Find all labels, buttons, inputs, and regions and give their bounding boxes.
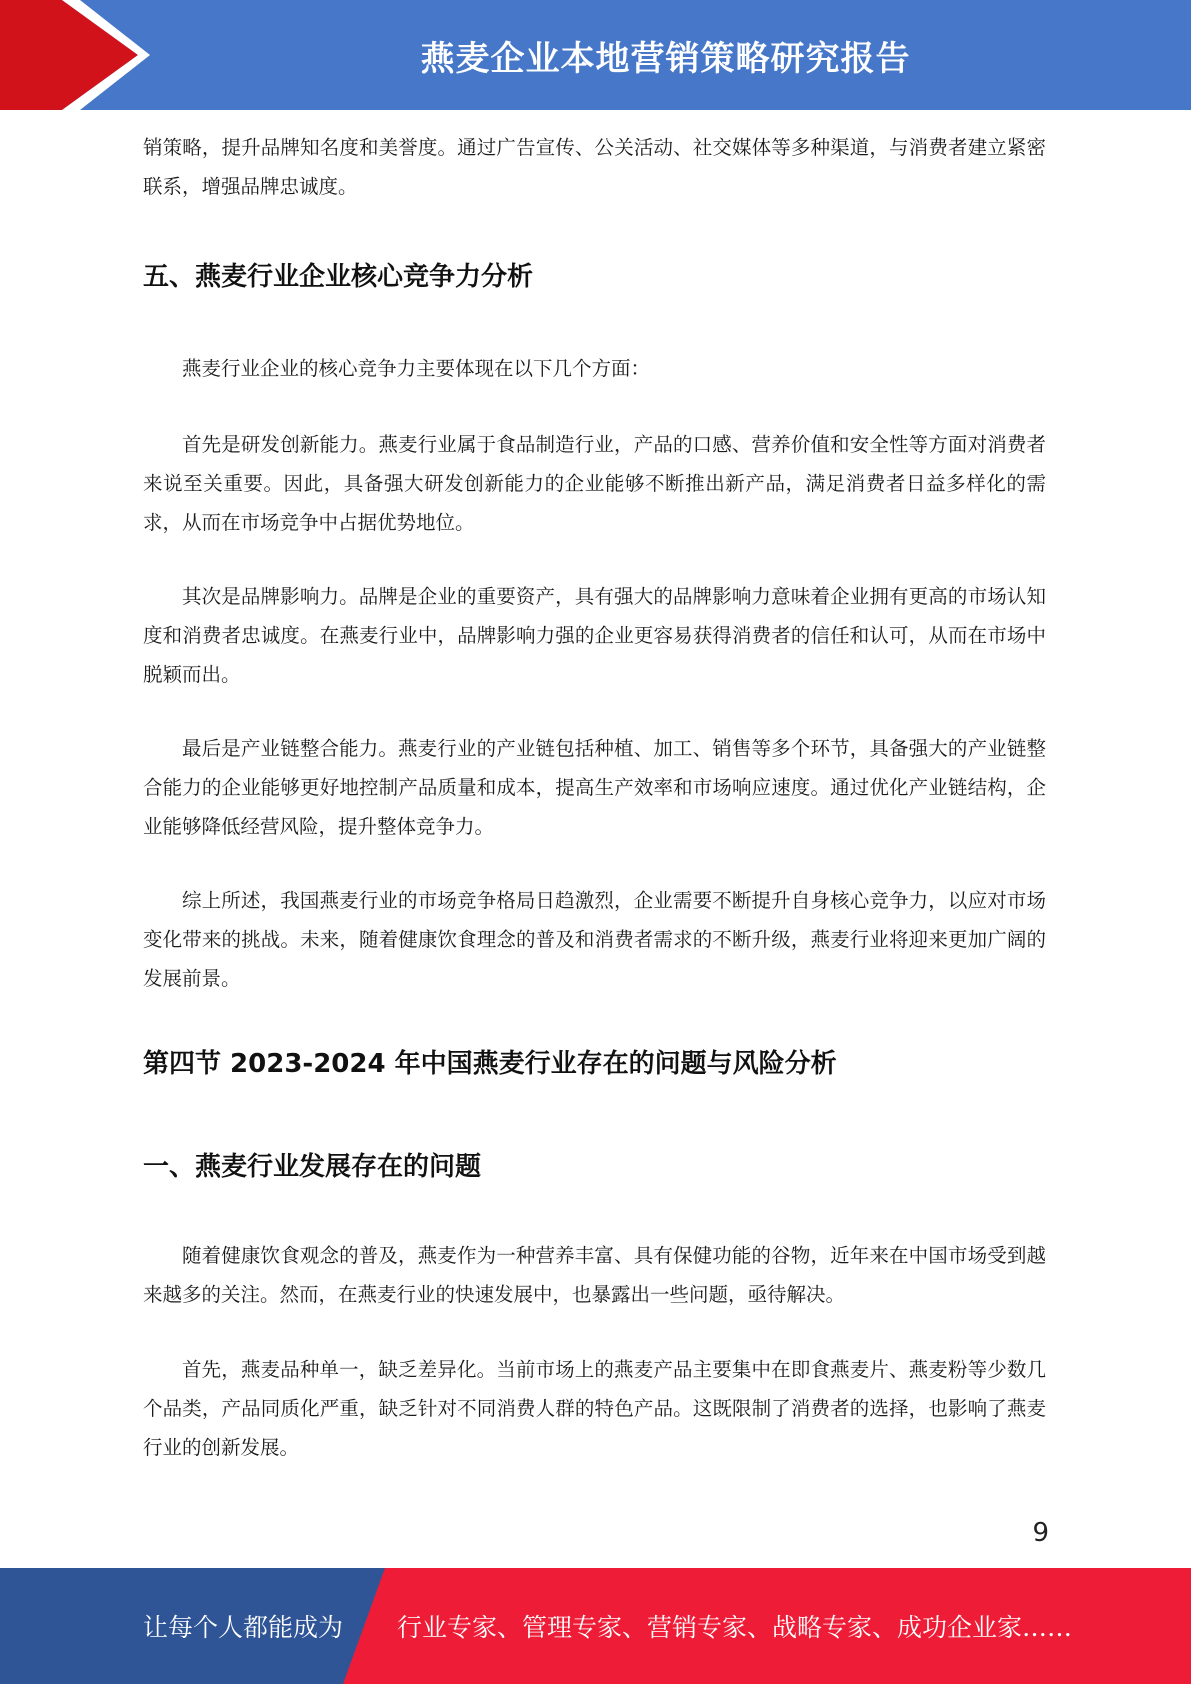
document-body: [143, 128, 1046, 206]
report-title: 燕麦企业本地营销策略研究报告: [420, 38, 911, 79]
page-header: [0, 0, 1191, 110]
paragraph-block-summary: [143, 881, 1046, 998]
paragraph-problems-intro: 随着健康饮食观念的普及，燕麦作为一种营养丰富、具有保健功能的谷物，近年来在中国市场受到越来越多的关注。然而，在燕麦行业的快速发展中，也暴露出一些问题，亟待解决。: [143, 1244, 1046, 1306]
heading-section-four: 第四节 2023-2024 年中国燕麦行业存在的问题与风险分析: [143, 1049, 837, 1079]
page-footer: [0, 1568, 1191, 1684]
footer-slogan-left: 让每个人都能成为: [143, 1613, 344, 1642]
footer-slogan-right: 行业专家、管理专家、营销专家、战略专家、成功企业家……: [397, 1613, 1073, 1642]
paragraph-summary: 综上所述，我国燕麦行业的市场竞争格局日趋激烈，企业需要不断提升自身核心竞争力，以应对市场变化带来的挑战。未来，随着健康饮食理念的普及和消费者需求的不断升级，燕麦行业将迎来更加广阔的发展前景。: [143, 889, 1046, 990]
paragraph-block-rnd: [143, 425, 1046, 542]
heading-industry-problems: 一、燕麦行业发展存在的问题: [143, 1152, 482, 1182]
paragraph-continuation: 销策略，提升品牌知名度和美誉度。通过广告宣传、公关活动、社交媒体等多种渠道，与消费者建立紧密联系，增强品牌忠诚度。: [143, 136, 1046, 198]
paragraph-rnd: 首先是研发创新能力。燕麦行业属于食品制造行业，产品的口感、营养价值和安全性等方面对消费者来说至关重要。因此，具备强大研发创新能力的企业能够不断推出新产品，满足消费者日益多样化的需求，从而在市场竞争中占据优势地位。: [143, 433, 1046, 534]
paragraph-brand: 其次是品牌影响力。品牌是企业的重要资产，具有强大的品牌影响力意味着企业拥有更高的市场认知度和消费者忠诚度。在燕麦行业中，品牌影响力强的企业更容易获得消费者的信任和认可，从而在市场中脱颖而出。: [143, 585, 1046, 686]
paragraph-supply-chain: 最后是产业链整合能力。燕麦行业的产业链包括种植、加工、销售等多个环节，具备强大的产业链整合能力的企业能够更好地控制产品质量和成本，提高生产效率和市场响应速度。通过优化产业链结构，企业能够降低经营风险，提升整体竞争力。: [143, 737, 1046, 838]
paragraph-block-variety: [143, 1350, 1046, 1467]
section-five-body: [143, 349, 1046, 388]
paragraph-variety: 首先，燕麦品种单一，缺乏差异化。当前市场上的燕麦产品主要集中在即食燕麦片、燕麦粉等少数几个品类，产品同质化严重，缺乏针对不同消费人群的特色产品。这既限制了消费者的选择，也影响了燕麦行业的创新发展。: [143, 1358, 1046, 1459]
header-arrow-decoration: [0, 0, 150, 110]
heading-core-competitiveness: 五、燕麦行业企业核心竞争力分析: [143, 262, 534, 292]
paragraph-block-brand: [143, 577, 1046, 694]
paragraph-block-chain: [143, 729, 1046, 846]
paragraph-block-problems-intro: [143, 1236, 1046, 1314]
page-number: 9: [1032, 1518, 1049, 1548]
paragraph-intro: 燕麦行业企业的核心竞争力主要体现在以下几个方面：: [182, 357, 651, 380]
